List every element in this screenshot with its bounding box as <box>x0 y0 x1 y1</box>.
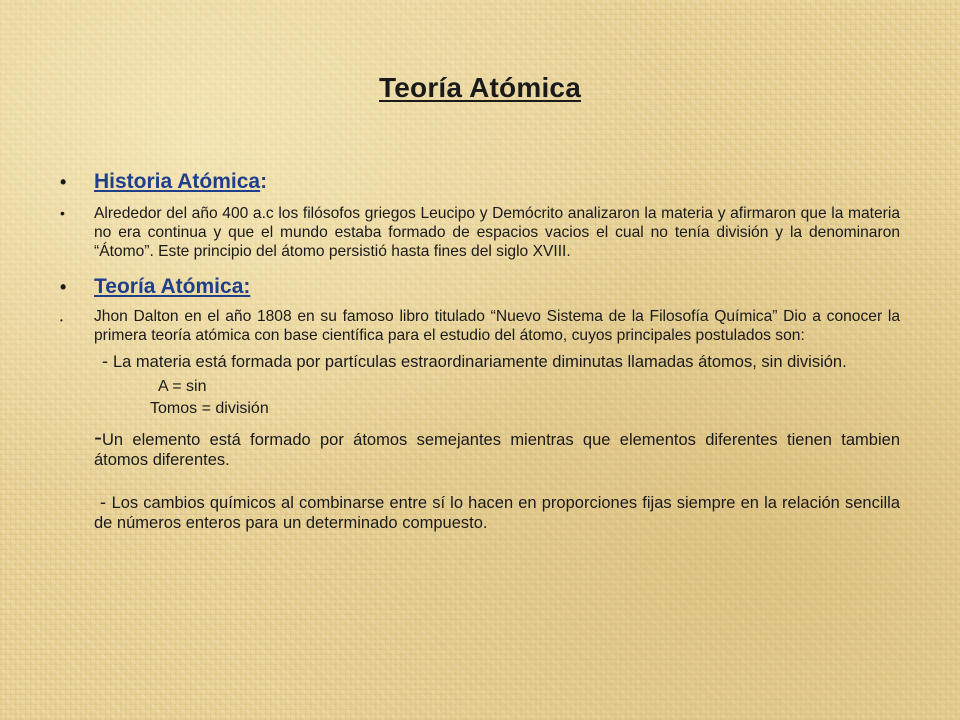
postulate-2 <box>56 424 900 470</box>
heading-teoria-text: Teoría Atómica: <box>94 275 251 298</box>
bullet-icon: • <box>60 316 63 325</box>
postulate-2-text: Un elemento está formado por átomos semejantes mientras que elementos diferentes tienen tambien átomos diferentes. <box>94 431 900 469</box>
bullet-icon: • <box>60 277 67 297</box>
postulate-1-text: La materia está formada por partículas estraordinariamente diminutas llamadas átomos, sin división. <box>113 353 847 371</box>
postulate-3 <box>56 492 900 533</box>
slide-content <box>56 170 900 533</box>
page-title: Teoría Atómica <box>379 72 581 103</box>
paragraph-historia <box>56 204 900 261</box>
postulate-1-dash: - <box>102 351 113 371</box>
postulate-1 <box>56 351 900 372</box>
heading-historia-text: Historia Atómica <box>94 170 261 193</box>
section-heading-historia <box>56 170 900 194</box>
postulate-3-text: Los cambios químicos al combinarse entre sí lo hacen en proporciones fijas siempre en la relación sencilla de números enteros para un determinado compuesto. <box>94 494 901 532</box>
paragraph-dalton <box>56 307 900 345</box>
heading-historia-colon: : <box>260 170 268 193</box>
etymology-tomos: Tomos = división <box>150 400 269 417</box>
bullet-icon: • <box>60 172 67 192</box>
postulate-3-dash: - <box>100 492 112 512</box>
postulate-2-dash: - <box>94 424 102 451</box>
paragraph-historia-text: Alrededor del año 400 a.c los filósofos griegos Leucipo y Demócrito analizaron la materia y afirmaron que la materia no era continua y que el mundo estaba formado de espacios vacios el cual no tenía división y la denominaron “Átomo”. Este principio del átomo persistió hasta fines del siglo XVIII. <box>94 205 900 260</box>
etymology-a: A = sin <box>158 378 207 395</box>
paragraph-dalton-text: Jhon Dalton en el año 1808 en su famoso libro titulado “Nuevo Sistema de la Filosofía Química” Dio a conocer la primera teoría atómica con base científica para el estudio del átomo, cuyos principales postulados son: <box>94 308 900 344</box>
bullet-icon: • <box>60 205 65 221</box>
section-heading-teoria <box>56 275 900 299</box>
